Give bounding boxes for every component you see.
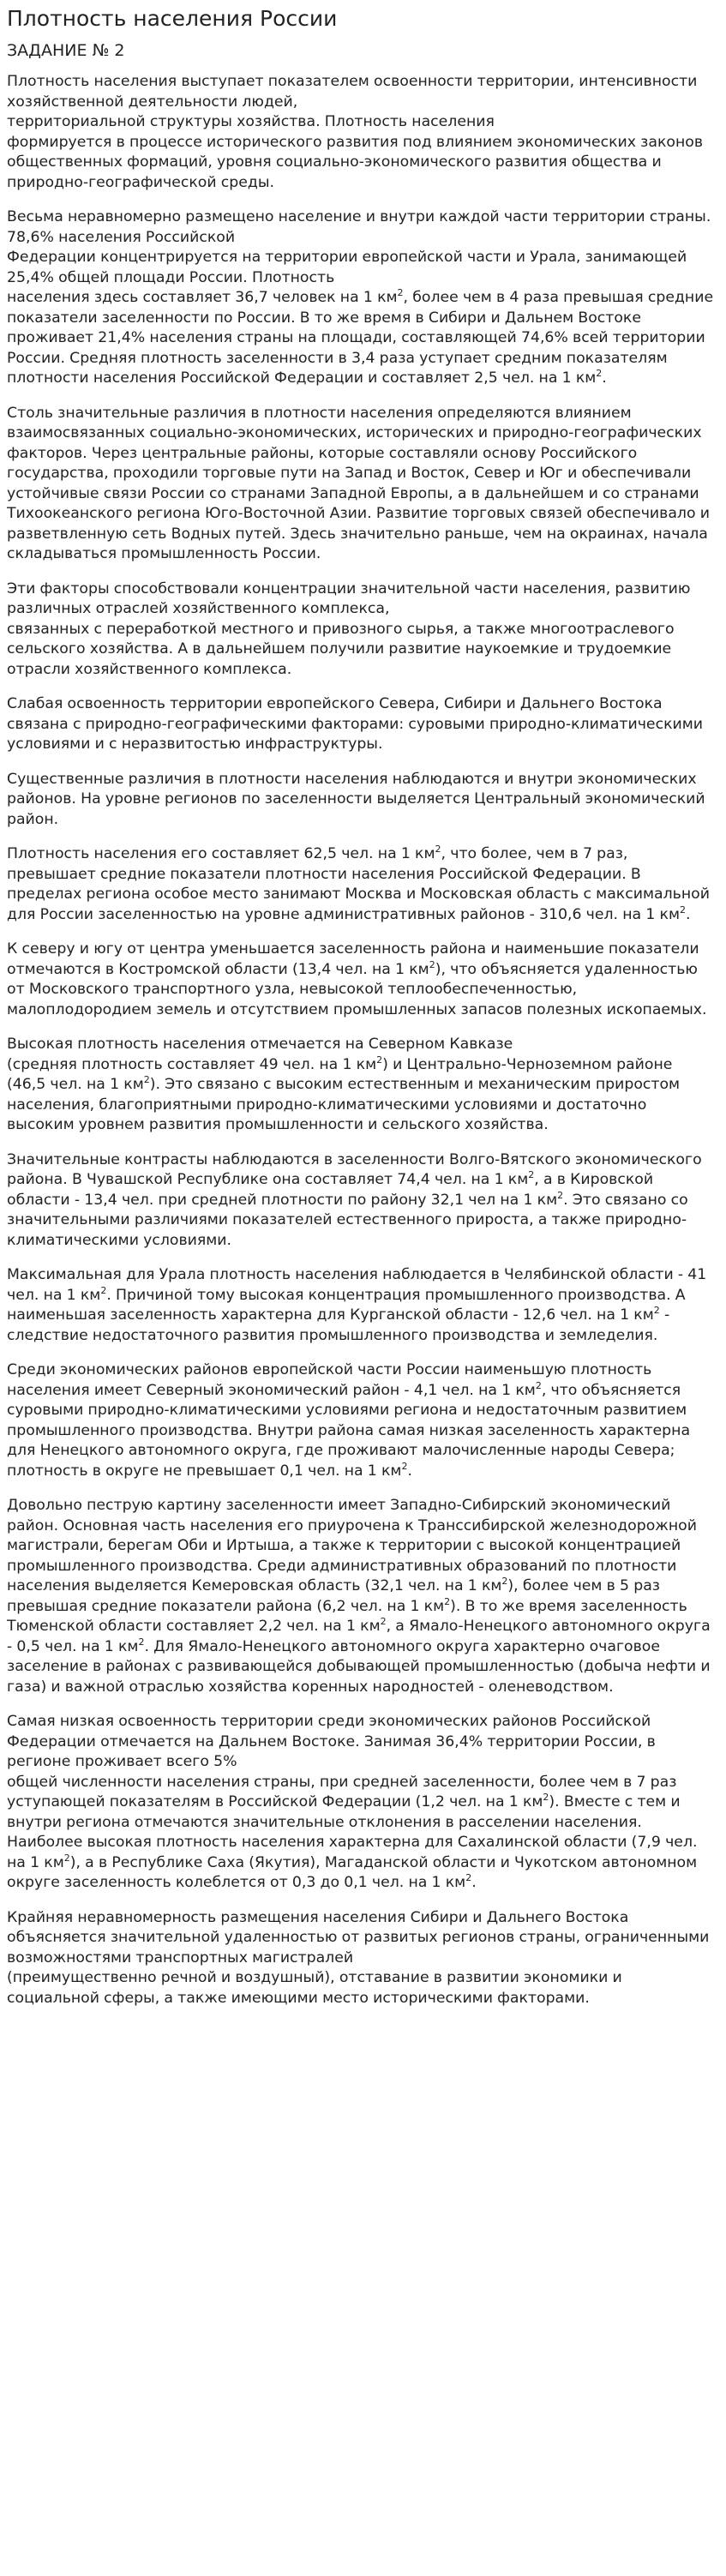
superscript: 2: [401, 1460, 408, 1472]
superscript: 2: [653, 1305, 660, 1317]
paragraph: [7, 940, 715, 1020]
paragraph-text: .: [471, 1874, 477, 1891]
paragraph: [7, 207, 715, 389]
paragraph-text: Довольно пеструю картину заселенности имеет Западно-Сибирский экономический район. Основная часть населения его приурочена к Транссибирской железнодорожной магистрали, берегам Оби и Иртыша, а также к территории с высокой концентрацией промышленного производства. Среди административных образований по плотности населения выделяется Кемеровская область (32,1 чел. на 1 км: [7, 1497, 697, 1594]
paragraph: [7, 1496, 715, 1697]
paragraph-text: ), а в Республике Саха (Якутия), Магаданской области и Чукотском автономном округе заселенность колеблется от 0,3 до 0,1 чел. на 1 км: [7, 1853, 698, 1891]
paragraph-text: , а Ямало-Ненецкого автономного округа - 0,5 чел. на 1 км: [7, 1618, 711, 1655]
superscript: 2: [63, 1852, 70, 1864]
superscript: 2: [444, 1595, 451, 1607]
paragraph-text: .: [407, 1462, 412, 1480]
paragraph-text: Значительные контрасты наблюдаются в заселенности Волго-Вятского экономического района. В Чувашской Республике она составляет 74,4 чел. на 1 км: [7, 1150, 702, 1188]
paragraph-text: , а в Кировской области - 13,4 чел. при средней плотности по району 32,1 чел на 1 км: [7, 1171, 654, 1209]
superscript: 2: [535, 1379, 542, 1391]
paragraph-text: - следствие недостаточного развития промышленного производства и земледелия.: [7, 1306, 670, 1344]
paragraph-text: . Для Ямало-Ненецкого автономного округа характерно очаговое заселение в районах с развивающейся добывающей промышленностью (добыча нефти и газа) и важной отраслью хозяйства коренных народностей - оленеводством.: [7, 1637, 711, 1696]
superscript: 2: [138, 1636, 145, 1648]
superscript: 2: [380, 1616, 387, 1628]
paragraph-text: .: [685, 905, 691, 923]
article-body: [7, 72, 715, 2009]
paragraph-text: , что более, чем в 7 раз, превышает средние показатели плотности населения Российской Федерации. В пределах региона особое место занимают Москва и Московская область с максимальной для России заселенностью на уровне административных районов - 310,6 чел. на 1 км: [7, 845, 710, 923]
paragraph: [7, 1035, 715, 1136]
page-title: Плотность населения России: [7, 6, 338, 31]
paragraph-text: , более чем в 4 раза превышая средние показатели заселенности по России. В то же время в Сибири и Дальнем Востоке проживает 21,4% населения страны на площади, составляющей 74,6% всей территории России. Средняя плотность заселенности в 3,4 раза уступает средним показателям плотности населения Российской Федерации и составляет 2,5 чел. на 1 км: [7, 289, 714, 387]
paragraph: [7, 694, 715, 755]
paragraph-text: Плотность населения его составляет 62,5 чел. на 1 км: [7, 845, 435, 862]
superscript: 2: [528, 1169, 535, 1181]
paragraph: [7, 404, 715, 565]
superscript: 2: [596, 368, 603, 380]
superscript: 2: [465, 1872, 472, 1884]
superscript: 2: [543, 1792, 549, 1804]
paragraph-text: Весьма неравномерно размещено население и внутри каждой части территории страны. 78,6% населения Российской Федерации концентрируется на территории европейской части и Урала, занимающей 25,4% общей площади России. Плотность населения здесь составляет 36,7 человек на 1 км: [7, 208, 711, 306]
paragraph: [7, 1360, 715, 1481]
paragraph: [7, 72, 715, 193]
paragraph-text: Максимальная для Урала плотность населения наблюдается в Челябинской области - 41 чел. на 1 км: [7, 1266, 707, 1304]
paragraph-text: Плотность населения выступает показателем освоенности территории, интенсивности хозяйственной деятельности людей, территориальной структуры хозяйства. Плотность населения формируется в процессе исторического развития под влиянием экономических законов общественных формаций, уровня социально-экономического развития общества и природно-географической среды.: [7, 73, 704, 191]
superscript: 2: [143, 1074, 150, 1086]
task-label: ЗАДАНИЕ № 2: [7, 41, 125, 60]
paragraph-text: ) и Центрально-Черноземном районе (46,5 чел. на 1 км: [7, 1055, 673, 1093]
paragraph: [7, 844, 715, 925]
superscript: 2: [429, 958, 435, 970]
paragraph: [7, 1908, 715, 2009]
paragraph-text: ). Вместе с тем и внутри региона отмечаются значительные отклонения в расселении населения. Наиболее высокая плотность населения характерна для Сахалинской области (7,9 чел. на 1 км: [7, 1793, 698, 1871]
paragraph-text: К северу и югу от центра уменьшается заселенность района и наименьшие показатели отмечаются в Костромской области (13,4 чел. на 1 км: [7, 940, 699, 978]
paragraph-text: ), более чем в 5 раз превышая средние показатели района (6,2 чел. на 1 км: [7, 1577, 660, 1615]
superscript: 2: [376, 1054, 383, 1066]
paragraph: [7, 579, 715, 681]
paragraph-text: Среди экономических районов европейской части России наименьшую плотность населения имеет Северный экономический район - 4,1 чел. на 1 км: [7, 1361, 652, 1399]
superscript: 2: [435, 844, 441, 856]
paragraph-text: ). В то же время заселенность Тюменской области составляет 2,2 чел. на 1 км: [7, 1597, 687, 1635]
paragraph-text: Слабая освоенность территории европейского Севера, Сибири и Дальнего Востока связана с природно-географическими факторами: суровыми природно-климатическими условиями и с неразвитостью инфраструктуры.: [7, 695, 704, 753]
paragraph: [7, 1150, 715, 1252]
paragraph-text: . Причиной тому высокая концентрация промышленного производства. А наименьшая заселенность характерна для Курганской области - 12,6 чел. на 1 км: [7, 1286, 686, 1324]
superscript: 2: [501, 1576, 508, 1588]
paragraph: [7, 1265, 715, 1346]
paragraph-text: Самая низкая освоенность территории среди экономических районов Российской Федерации отмечается на Дальнем Востоке. Занимая 36,4% территории России, в регионе проживает всего 5% общей численности населения страны, при средней заселенности, более чем в 7 раз уступающей показателям в Российской Федерации (1,2 чел. на 1 км: [7, 1713, 677, 1810]
paragraph-text: Существенные различия в плотности населения наблюдаются и внутри экономических районов. На уровне регионов по заселенности выделяется Центральный экономический район.: [7, 770, 705, 828]
paragraph-text: . Это связано со значительными различиями показателей естественного прироста, а также природно-климатическими условиями.: [7, 1191, 688, 1249]
paragraph: [7, 770, 715, 831]
paragraph-text: Эти факторы способствовали концентрации значительной части населения, развитию различных отраслей хозяйственного комплекса, связанных с переработкой местного и привозного сырья, а также многоотраслевого сельского хозяйства. А в дальнейшем получили развитие наукоемкие и трудоемкие отрасли хозяйственного комплекса.: [7, 579, 691, 678]
paragraph-text: Крайняя неравномерность размещения населения Сибири и Дальнего Востока объясняется значительной удаленностью от развитых регионов страны, ограниченными возможностями транспортных магистралей (преимущественно речной и воздушный), отставание в развитии экономики и социальной сферы, а также имеющими место историческими факторами.: [7, 1908, 710, 2007]
paragraph-text: , что объясняется суровыми природно-климатическими условиями региона и недостаточным развитием промышленного производства. Внутри района самая низкая заселенность характерна для Ненецкого автономного округа, где проживают малочисленные народы Севера; плотность в округе не превышает 0,1 чел. на 1 км: [7, 1381, 691, 1480]
superscript: 2: [100, 1284, 107, 1296]
paragraph-text: Высокая плотность населения отмечается на Северном Кавказе (средняя плотность составляет 49 чел. на 1 км: [7, 1036, 513, 1073]
paragraph: [7, 1712, 715, 1894]
paragraph-text: ). Это связано с высоким естественным и механическим приростом населения, благоприятными природно-климатическими условиями и достаточно высоким уровнем развития промышленности и сельского хозяйства.: [7, 1076, 681, 1133]
paragraph-text: Столь значительные различия в плотности населения определяются влиянием взаимосвязанных социально-экономических, исторических и природно-географических факторов. Через центральные районы, которые составляли основу Российского государства, проходили торговые пути на Запад и Восток, Север и Юг и обеспечивали устойчивые связи России со странами Западной Европы, а в дальнейшем и со странами Тихоокеанского региона Юго-Восточной Азии. Развитие торговых связей обеспечивало и разветвленную сеть Водных путей. Здесь значительно раньше, чем на окраинах, начала складываться промышленность России.: [7, 404, 710, 562]
paragraph-text: .: [602, 369, 607, 387]
superscript: 2: [679, 904, 686, 916]
superscript: 2: [397, 287, 404, 299]
document-page: [7, 5, 715, 2023]
paragraph-text: ), что объясняется удаленностью от Московского транспортного узла, невысокой теплообеспеченностью, малоплодородием земель и отсутствием промышленных запасов полезных ископаемых.: [7, 960, 707, 1018]
superscript: 2: [557, 1189, 564, 1201]
